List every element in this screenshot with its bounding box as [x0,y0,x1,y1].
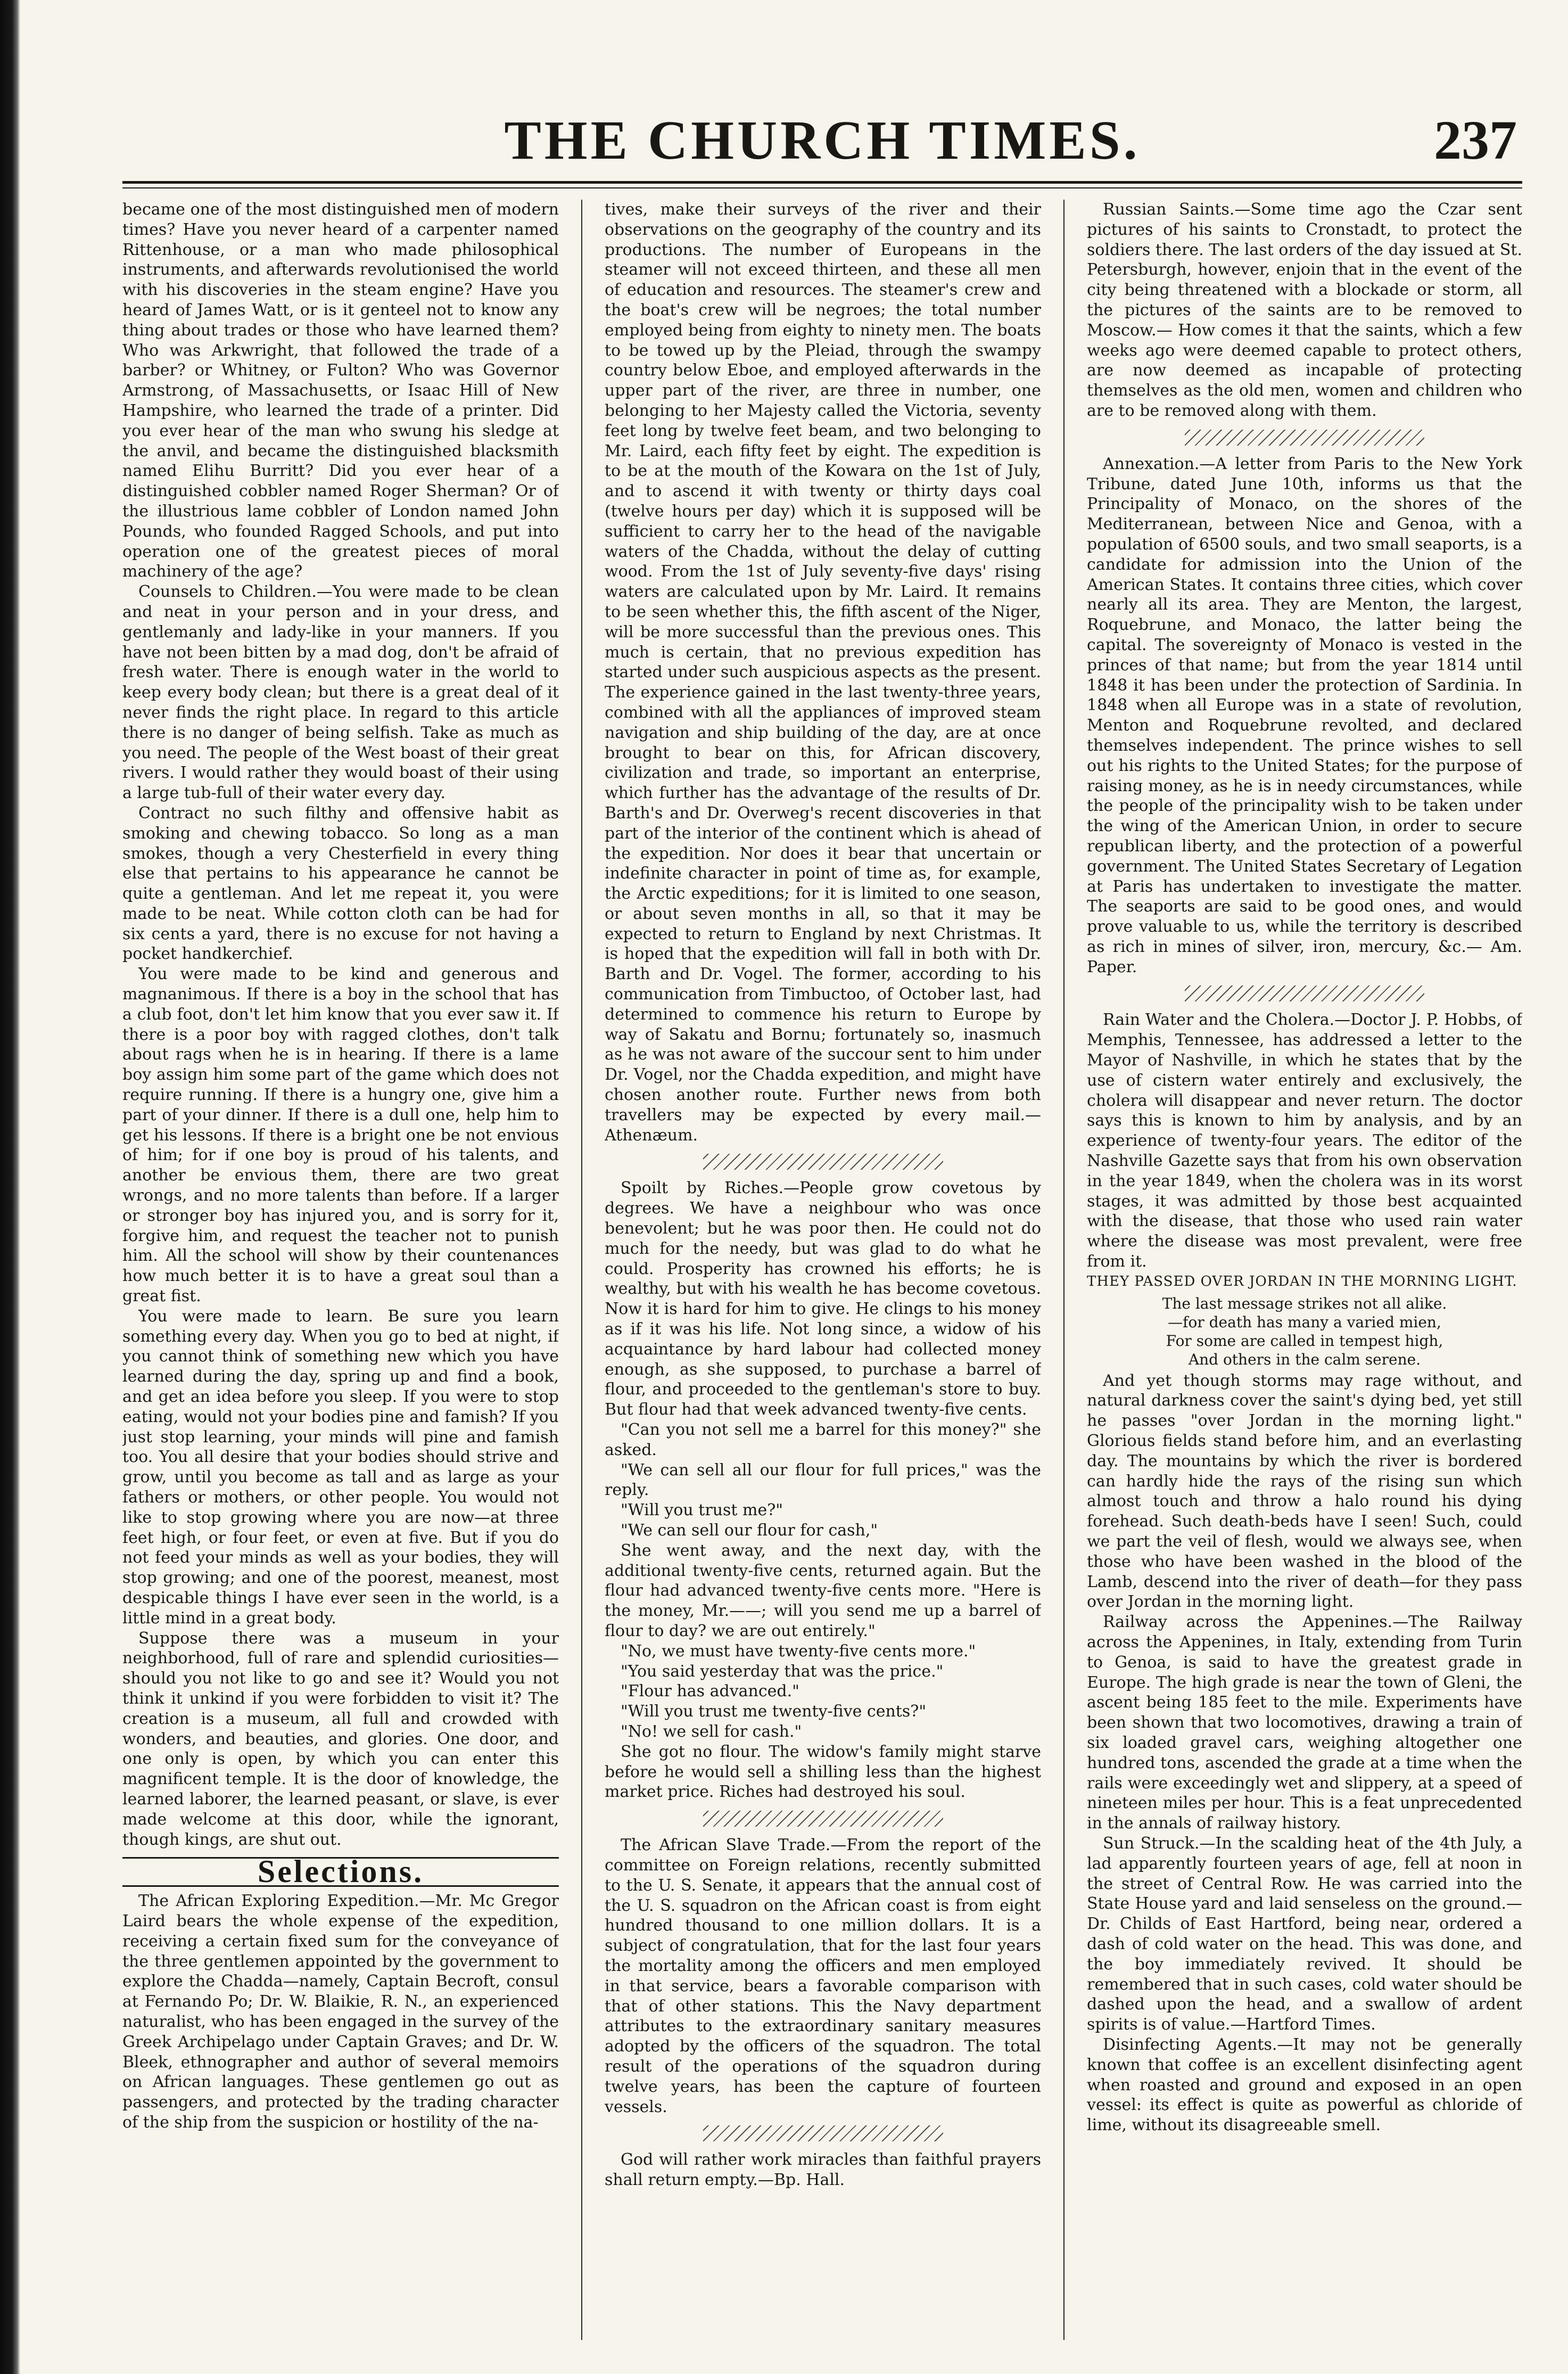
page-number: 237 [1434,110,1517,171]
article-columns [122,200,1522,2340]
dialogue-line: "Can you not sell me a barrel for this money?" she asked. [605,1420,1041,1459]
ornamental-divider [1185,430,1424,446]
paragraph-quotation: God will rather work miracles than faithful prayers shall return empty.—Bp. Hall. [605,2150,1041,2190]
paragraph-african-expedition: The African Exploring Expedition.—Mr. Mc Gregor Laird bears the whole expense of the expedition, receiving a certain fixed sum for the conveyance of the three gentlemen appointed by the government to explore the Chadda—namely, Captain Becroft, consul at Fernando Po; Dr. W. Blaikie, R. N., an experienced naturalist, who has been engaged in the survey of the Greek Archipelago under Captain Graves; and Dr. W. Bleek, ethnographer and author of several memoirs on African languages. These gentlemen go out as passengers, and protected by the trading character of the ship from the suspicion or hostility of the na- [122,1892,559,2132]
paragraph-museum: Suppose there was a museum in your neighborhood, full of rare and splendid curiosities—should you not like to go and see it? Would you not think it unkind if you were forbidden to visit it? The creation is a museum, all full and crowded with wonders, and beauties, and glories. One door, and one only is open, by which you can enter this magnificent temple. It is the door of knowledge, the learned laborer, the learned peasant, or slave, is ever made welcome at this door, while the ignorant, though kings, are shut out. [122,1629,559,1849]
paragraph-railway-appenines: Railway across the Appenines.—The Railway across the Appenines, in Italy, extending from Turin to Genoa, is said to have the greatest grade in Europe. The high grade is near the town of Gleni, the ascent being 185 feet to the mile. Experiments have been shown that two locomotives, drawing a train of six loaded gravel cars, weighing altogether one hundred tons, ascended the grade at a time when the rails were exceedingly wet and slippery, at a speed of nineteen miles per hour. This is a feat unprecedented in the annals of railway history. [1087,1613,1522,1833]
poem-line: For some are called in tempest high, [1166,1332,1443,1350]
masthead-rule [122,187,1522,188]
masthead-title: THE CHURCH TIMES. [504,110,1141,171]
paragraph-jordan: And yet though storms may rage without, and natural darkness cover the saint's dying bed, yet still he passes "over Jordan in the morning light." Glorious fields stand before him, and an everlasting day. The mountains by which the river is bordered can hardly hide the rays of the rising sun which almost touch and throw a halo round his dying forehead. Such death-beds have I seen! Such, could we part the veil of flesh, would we always see, when those who have been washed in the blood of the Lamb, descend into the river of death—for they pass over Jordan in the morning light. [1087,1371,1522,1612]
dialogue-line: "We can sell all our flour for full prices," was the reply. [605,1460,1041,1500]
poem-heading: THEY PASSED OVER JORDAN IN THE MORNING LIGHT. [1087,1273,1517,1289]
paragraph-tobacco: Contract no such filthy and offensive habit as smoking and chewing tobacco. So long as a man smokes, though a very Chesterfield in every thing else that pertains to his appearance he cannot be quite a gentleman. And let me repeat it, you were made to be neat. While cotton cloth can be had for six cents a yard, there is no excuse for not having a pocket handkerchief. [122,803,559,964]
ornamental-divider [1185,985,1424,1001]
column-left [122,200,559,2340]
column-right [1087,200,1522,2340]
dialogue-line: "Flour has advanced." [621,1682,799,1701]
column-middle [605,200,1041,2340]
paragraph-sun-struck: Sun Struck.—In the scalding heat of the 4th July, a lad apparently fourteen years of age, fell at noon in the street of Central Row. He was carried into the State House yard and laid senseless on the ground.—Dr. Childs of East Hartford, being near, ordered a dash of cold water on the head. This was done, and the boy immediately revived. It should be remembered that in such cases, cold water should be dashed upon the head, and a swallow of ardent spirits is of value.—Hartford Times. [1087,1834,1522,2034]
poem-line: —for death has many a varied mien, [1168,1313,1441,1331]
masthead [122,101,1522,184]
paragraph-spoilt-by-riches: Spoilt by Riches.—People grow covetous by degrees. We have a neighbour who was once benevolent; but he was poor then. He could not do much for the needy, but was glad to do what he could. Prosperity has crowned his efforts; he is wealthy, but with his wealth he has become covetous. Now it is hard for him to give. He clings to his money as if it was his life. Not long since, a widow of his acquaintance by hard labour had collected money enough, as she supposed, to purchase a barrel of flour, and proceeded to the gentleman's store to buy. But flour had that week advanced twenty-five cents. [605,1179,1041,1419]
dialogue-line: "No! we sell for cash." [621,1722,802,1741]
poem-line: And others in the calm serene. [1188,1350,1421,1368]
paragraph-kindness: You were made to be kind and generous and magnanimous. If there is a boy in the school that has a club foot, don't let him know that you ever saw it. If there is a poor boy with ragged clothes, don't talk about rags when he is in hearing. If there is a lame boy assign him some part of the game which does not require running. If there is a hungry one, give him a part of your dinner. If there is a dull one, help him to get his lessons. If there is a bright one be not envious of him; for if one boy is proud of his talents, and another be envious them, there are two great wrongs, and no more talents than before. If a larger or stronger boy has injured you, and is sorry for it, forgive him, and request the teacher not to punish him. All the school will show by their countenances how much better it is to have a great soul than a great fist. [122,965,559,1306]
dialogue-line: "No, we must have twenty-five cents more." [621,1641,976,1661]
poem [1087,1294,1522,1369]
column-rule [1063,200,1064,2340]
binding-edge [0,0,20,2374]
ornamental-divider [703,2125,943,2141]
ornamental-divider [703,1154,943,1170]
paragraph-african-slave-trade: The African Slave Trade.—From the report of the committee on Foreign relations, recently submitted to the U. S. Senate, it appears that the annual cost of the U. S. squadron on the African coast is from eight hundred thousand to one million dollars. It is a subject of congratulation, that for the last four years the mortality among the officers and men employed in that service, bears a favorable comparison with that of other stations. This the Navy department attributes to the extraordinary sanitary measures adopted by the officers of the squadron. The total result of the operations of the squadron during twelve years, has been the capture of fourteen vessels. [605,1836,1041,2116]
paragraph-annexation: Annexation.—A letter from Paris to the New York Tribune, dated June 10th, informs us that the Principality of Monaco, on the shores of the Mediterranean, between Nice and Genoa, with a population of 6500 souls, and two small seaports, is a candidate for admission into the Union of the American States. It contains three cities, which cover nearly all its area. They are Menton, the largest, Roquebrune, and Monaco, the latter being the capital. The sovereignty of Monaco is vested in the princes of that name; but from the year 1814 until 1848 it has been under the protection of Sardinia. In 1848 when all Europe was in a state of revolution, Menton and Roquebrune revolted, and declared themselves independent. The prince wishes to sell out his rights to the United States; for the purpose of raising money, as he is in needy circumstances, while the people of the principality wish to be taken under the wing of the American Union, in order to secure republican liberty, and the protection of a powerful government. The United States Secretary of Legation at Paris has undertaken to investigate the matter. The seaports are said to be good ones, and would prove valuable to us, while the territory is described as rich in mines of silver, iron, mercury, &c.— Am. Paper. [1087,454,1522,976]
paragraph-learning: You were made to learn. Be sure you learn something every day. When you go to bed at night, if you cannot think of something new which you have learned during the day, spring up and find a book, and get an idea before you sleep. If you were to stop eating, would not your bodies pine and famish? If you just stop learning, your minds will pine and famish too. You all desire that your bodies should strive and grow, until you become as tall and as large as your fathers or mothers, or other people. You would not like to stop growing where you are now—at three feet high, or four feet, or even at five. But if you do not feed your minds as well as your bodies, they will stop growing; and one of the poorest, meanest, most despicable things I have ever seen in the world, is a little mind in a great body. [122,1307,559,1628]
dialogue-line: "You said yesterday that was the price." [621,1662,944,1681]
dialogue-line: "Will you trust me?" [621,1501,783,1520]
paragraph-counsels-to-children: Counsels to Children.—You were made to be clean and neat in your person and in your dress, and gentlemanly and lady-like in your manners. If you have not been bitten by a mad dog, don't be afraid of fresh water. There is enough water in the world to keep every body clean; but there is a great deal of it never finds the right place. In regard to this article there is no danger of being selfish. Take as much as you need. The people of the West boast of their great rivers. I would rather they would boast of their using a large tub-full of their water every day. [122,582,559,803]
paragraph-tradesmen: became one of the most distinguished men of modern times? Have you never heard of a carpenter named Rittenhouse, or a man who made philosophical instruments, and afterwards revolutionised the world with his discoveries in the steam engine? Have you heard of James Watt, or is it genteel not to know any thing about trades or those who have learned them? Who was Arkwright, that followed the trade of a barber? or Whitney, or Fulton? Who was Governor Armstrong, of Massachusetts, or Isaac Hill of New Hampshire, who learned the trade of a printer. Did you ever hear of the man who swung his sledge at the anvil, and became the distinguished blacksmith named Elihu Burritt? Did you ever hear of a distinguished cobbler named Roger Sherman? Or of the illustrious lame cobbler of London named John Pounds, who founded Ragged Schools, and put into operation one of the greatest pieces of moral machinery of the age? [122,200,559,581]
dialogue-line: "Will you trust me twenty-five cents?" [621,1702,927,1721]
paragraph-widow-conclusion: She got no flour. The widow's family might starve before he would sell a shilling less than the highest market price. Riches had destroyed his soul. [605,1742,1041,1802]
dialogue-line: "We can sell our flour for cash," [621,1521,878,1540]
ornamental-divider [703,1811,943,1827]
paragraph-rain-water-cholera: Rain Water and the Cholera.—Doctor J. P. Hobbs, of Memphis, Tennessee, has addressed a letter to the Mayor of Nashville, in which he states that by the use of cistern water entirely and exclusively, the cholera will disappear and never return. The doctor says this is known to him by analysis, and by an experience of twenty-four years. The editor of the Nashville Gazette says that from his own observation in the year 1849, when the cholera was in its worst stages, it was admitted by those best acquainted with the disease, that those who used rain water where the disease was most prevalent, were free from it. [1087,1011,1522,1271]
newspaper-page [122,101,1522,2364]
paragraph-expedition-continued: tives, make their surveys of the river and their observations on the geography of the country and its productions. The number of Europeans in the steamer will not exceed thirteen, and these all men of education and resources. The steamer's crew and the boat's crew will be negroes; the total number employed being from eighty to ninety men. The boats to be towed up by the Pleiad, through the swampy country below Eboe, and employed afterwards in the upper part of the river, are three in number, one belonging to her Majesty called the Victoria, seventy feet long by twelve feet beam, and two belonging to Mr. Laird, each fifty feet by eight. The expedition is to be at the mouth of the Kowara on the 1st of July, and to ascend it with twenty or thirty days coal (twelve hours per day) which it is supposed will be sufficient to carry her to the head of the navigable waters of the Chadda, without the delay of cutting wood. From the 1st of July seventy-five days' rising waters are calculated upon by Mr. Laird. It remains to be seen whether this, the fifth ascent of the Niger, will be more successful than the previous ones. This much is certain, that no previous expedition has started under such auspicious aspects as the present. The experience gained in the last twenty-three years, combined with all the appliances of improved steam navigation and ship building of the day, are at once brought to bear on this, for African discovery, civilization and trade, so important an enterprise, which further has the advantage of the results of Dr. Barth's and Dr. Overweg's recent discoveries in that part of the interior of the continent which is ahead of the expedition. Nor does it bear that uncertain or indefinite character in point of time as, for example, the Arctic expeditions; for it is limited to one season, or about seven months in all, so that it may be expected to return to England by next Christmas. It is hoped that the expedition will fall in both with Dr. Barth and Dr. Vogel. The former, according to his communication from Timbuctoo, of October last, had determined to commence his return to Europe by way of Sakatu and Bornu; fortunately so, inasmuch as he was not aware of the succour sent to him under Dr. Vogel, nor the Chadda expedition, and might have chosen another route. Further news from both travellers may be expected by every mail.—Athenæum. [605,200,1041,1145]
selections-heading: Selections. [122,1857,559,1887]
column-rule [581,200,582,2340]
poem-line: The last message strikes not all alike. [1162,1294,1447,1312]
paragraph-disinfecting-agents: Disinfecting Agents.—It may not be generally known that coffee is an excellent disinfecting agent when roasted and ground and exposed in an open vessel: its effect is quite as powerful as chloride of lime, without its disagreeable smell. [1087,2035,1522,2135]
paragraph-widow-returns: She went away, and the next day, with the additional twenty-five cents, returned again. But the flour had advanced twenty-five cents more. "Here is the money, Mr.——; will you send me up a barrel of flour to day? we are out entirely." [605,1541,1041,1640]
paragraph-russian-saints: Russian Saints.—Some time ago the Czar sent pictures of his saints to Cronstadt, to protect the soldiers there. The last orders of the day issued at St. Petersburgh, however, enjoin that in the event of the city being threatened with a blockade or storm, all the pictures of the saints are to be removed to Moscow.— How comes it that the saints, which a few weeks ago were deemed capable to protect others, are now deemed as incapable of protecting themselves as the old men, women and children who are to be removed along with them. [1087,200,1522,420]
